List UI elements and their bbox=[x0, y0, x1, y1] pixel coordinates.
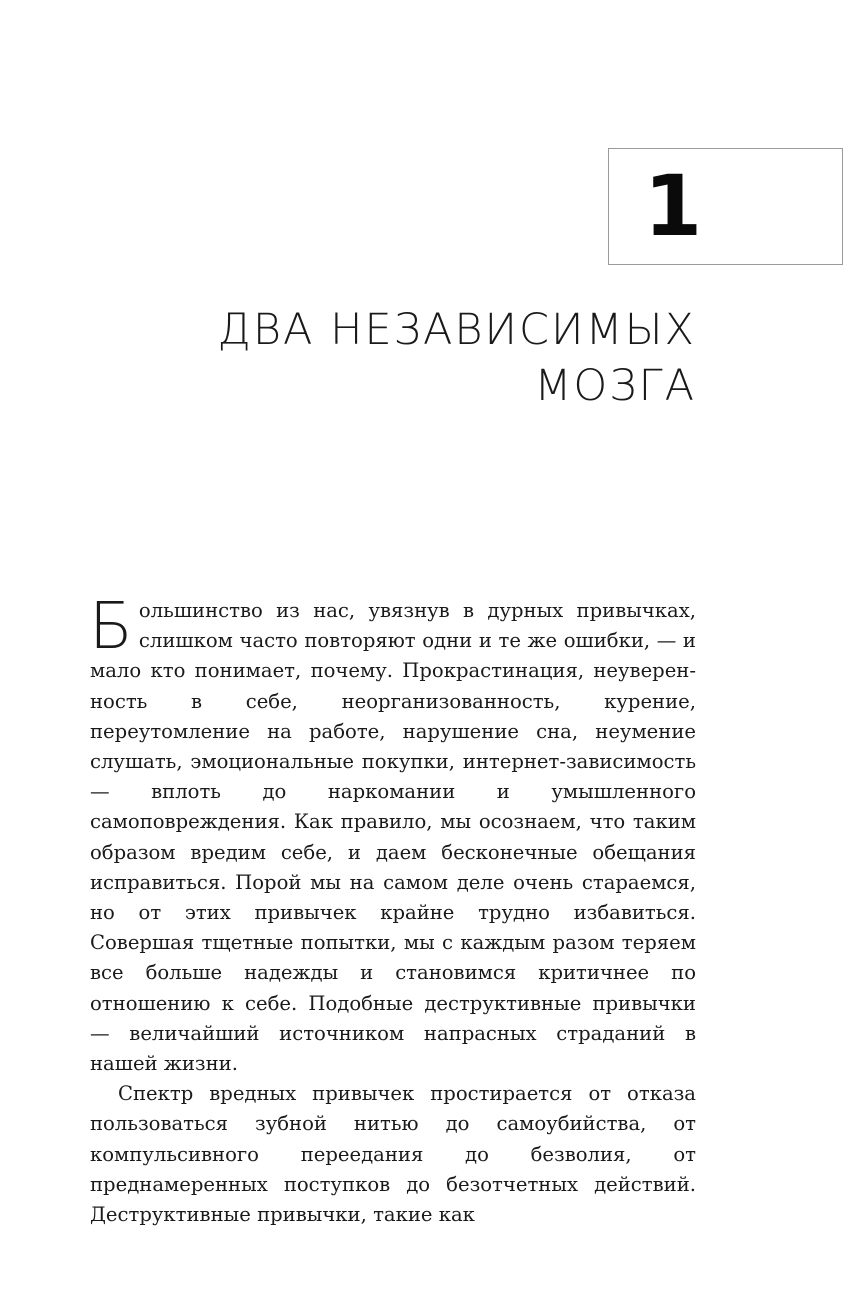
paragraph-1-text: ольшинство из нас, увязнув в дурных привычках, слишком часто повторяют одни и те же ошибки, — и мало кто понимает, почему. Прокрастинация, неуверенность в себе, неорганизованность, курение, переутомление на работе, нарушение сна, неумение слушать, эмоциональные покупки, интернет-зависимость — вплоть до наркомании и умышленного самоповреждения. Как правило, мы осознаем, что таким образом вредим себе, и даем бесконечные обещания исправиться. Порой мы на самом деле очень стараемся, но от этих привычек крайне трудно избавиться. Совершая тщетные попытки, мы с каждым разом теряем все больше надежды и становимся критичнее по отношению к себе. Подобные деструктивные привычки — величайший источником напрасных страданий в нашей жизни. bbox=[90, 599, 696, 1076]
body-text bbox=[89, 590, 696, 1230]
chapter-title bbox=[218, 302, 697, 414]
chapter-title-line-1: ДВА НЕЗАВИСИМЫХ bbox=[217, 305, 696, 355]
drop-cap: Б bbox=[89, 590, 133, 664]
chapter-number: 1 bbox=[643, 157, 703, 255]
paragraph-2: Спектр вредных привычек простирается от отказа пользоваться зубной нитью до самоубийства, от компульсивного переедания до безволия, от преднамеренных поступков до безотчетных действий. Деструктивные привычки, такие как bbox=[90, 1082, 696, 1227]
chapter-number-box bbox=[608, 148, 843, 265]
chapter-title-line-2: МОЗГА bbox=[534, 361, 696, 411]
paragraph-1 bbox=[89, 590, 696, 1079]
